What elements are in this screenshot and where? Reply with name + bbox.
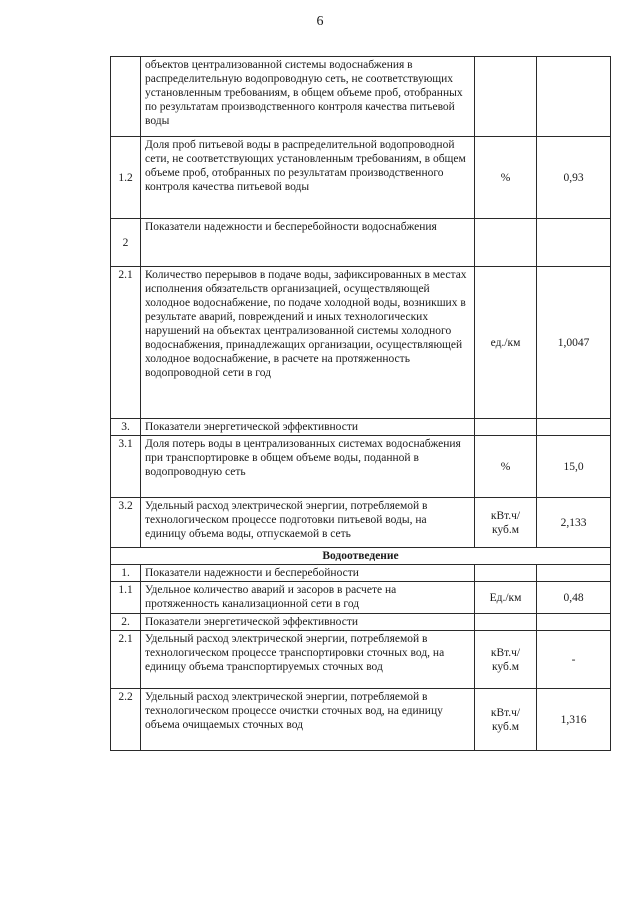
row-indicator: Доля проб питьевой воды в распределительной водопроводной сети, не соответствующих установленным требованиям, в общем объеме проб, отобранных по результатам производственного контроля качества питьевой воды [141,137,475,219]
row-value: 2,133 [537,498,611,548]
row-value: 15,0 [537,436,611,498]
row-unit [475,57,537,137]
table-row [111,689,611,751]
row-unit: ед./км [475,267,537,419]
row-indicator: Показатели надежности и бесперебойности [141,565,475,582]
row-unit: % [475,436,537,498]
table-row [111,267,611,419]
row-number [111,57,141,137]
row-value: 0,93 [537,137,611,219]
row-number: 3.2 [111,498,141,548]
table-row [111,137,611,219]
row-number: 2. [111,614,141,631]
table-row [111,419,611,436]
row-unit [475,419,537,436]
row-indicator: Удельный расход электрической энергии, потребляемой в технологическом процессе подготовки питьевой воды, на единицу объема воды, отпускаемой в сеть [141,498,475,548]
table-row [111,614,611,631]
row-indicator: объектов централизованной системы водоснабжения в распределительную водопроводную сеть, не соответствующих установленным требованиям, в общем объеме проб, отобранных по результатам производственного контроля качества питьевой воды [141,57,475,137]
row-indicator: Удельное количество аварий и засоров в расчете на протяженность канализационной сети в год [141,582,475,614]
row-number: 2.1 [111,267,141,419]
row-number: 2.1 [111,631,141,689]
row-number: 2 [111,219,141,267]
row-unit: кВт.ч/куб.м [475,498,537,548]
page-number: 6 [316,14,324,29]
row-number: 1. [111,565,141,582]
row-indicator: Доля потерь воды в централизованных системах водоснабжения при транспортировке в общем объеме воды, поданной в водопроводную сеть [141,436,475,498]
row-value [537,614,611,631]
row-indicator: Показатели надежности и бесперебойности водоснабжения [141,219,475,267]
table-row [111,565,611,582]
table-row [111,631,611,689]
row-value [537,57,611,137]
row-number: 3.1 [111,436,141,498]
row-value: 1,316 [537,689,611,751]
row-number: 1.1 [111,582,141,614]
row-indicator: Показатели энергетической эффективности [141,419,475,436]
table-row [111,219,611,267]
table-row [111,57,611,137]
row-indicator: Удельный расход электрической энергии, потребляемой в технологическом процессе транспортировки сточных вод, на единицу объема транспортируемых сточных вод [141,631,475,689]
row-number: 3. [111,419,141,436]
row-indicator: Удельный расход электрической энергии, потребляемой в технологическом процессе очистки сточных вод, на единицу объема очищаемых сточных вод [141,689,475,751]
row-unit: кВт.ч/куб.м [475,689,537,751]
row-value: 1,0047 [537,267,611,419]
row-unit [475,614,537,631]
row-unit: кВт.ч/куб.м [475,631,537,689]
table-row [111,582,611,614]
row-indicator: Показатели энергетической эффективности [141,614,475,631]
row-value [537,419,611,436]
row-unit [475,219,537,267]
row-number: 2.2 [111,689,141,751]
row-value [537,565,611,582]
row-value: - [537,631,611,689]
table-row [111,498,611,548]
section-title: Водоотведение [111,548,611,565]
section-header [111,548,611,565]
row-value: 0,48 [537,582,611,614]
row-indicator: Количество перерывов в подаче воды, зафиксированных в местах исполнения обязательств организацией, осуществляющей холодное водоснабжение, по подаче холодной воды, возникших в результате аварий, повреждений и иных технологических нарушений на объектах централизованной системы холодного водоснабжения, принадлежащих организации, осуществляющей холодное водоснабжение, в расчете на протяженность водопроводной сети в год [141,267,475,419]
row-unit: % [475,137,537,219]
row-value [537,219,611,267]
indicators-table [110,56,611,751]
row-number: 1.2 [111,137,141,219]
table-row [111,436,611,498]
row-unit: Ед./км [475,582,537,614]
row-unit [475,565,537,582]
